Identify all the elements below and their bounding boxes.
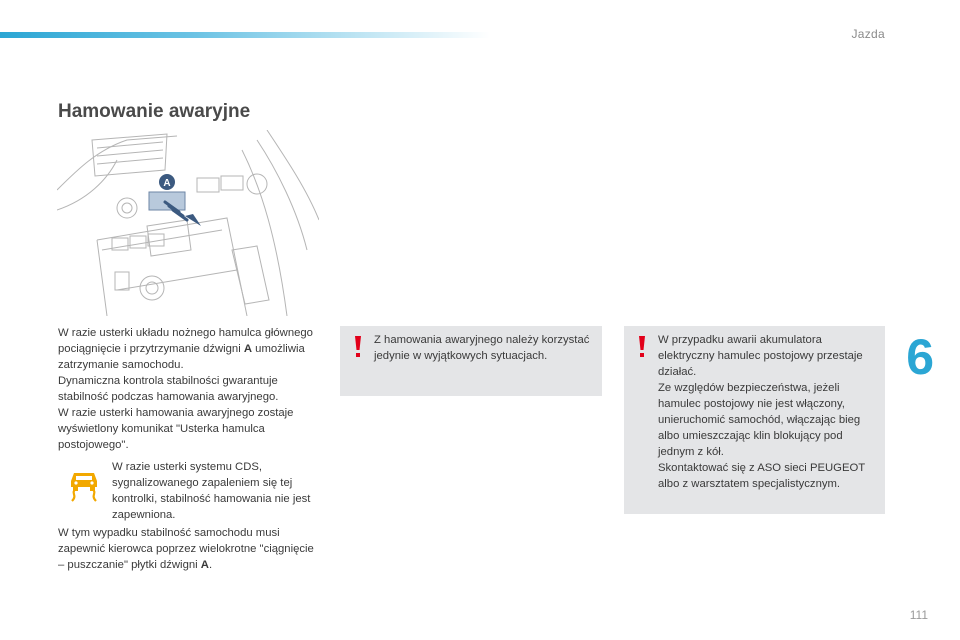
warning-note-text: Z hamowania awaryjnego należy korzystać jedynie w wyjątkowych sytuacjach. bbox=[374, 334, 590, 362]
battery-failure-text: W przypadku awarii akumulatora elektryczny hamulec postojowy przestaje działać. bbox=[658, 334, 863, 378]
intro-paragraph bbox=[58, 325, 320, 373]
cds-warning-row bbox=[58, 459, 320, 525]
fault-message-paragraph: W razie usterki hamowania awaryjnego zostaje wyświetlony komunikat "Usterka hamulca postojowego". bbox=[58, 407, 294, 451]
lever-ref-bold-2: A bbox=[200, 559, 209, 571]
immobilize-car-text: Ze względów bezpieczeństwa, jeżeli hamulec postojowy nie jest włączony, unieruchomić samochód, włączając bieg albo umieszczając klin blokujący pod jednym z kół. bbox=[658, 382, 861, 458]
lever-callout-label: A bbox=[163, 178, 171, 189]
main-text-column bbox=[58, 325, 320, 573]
page-title: Hamowanie awaryjne bbox=[58, 101, 251, 122]
page-number: 111 bbox=[909, 608, 928, 622]
driver-stability-paragraph bbox=[58, 525, 320, 573]
section-title: Jazda bbox=[851, 27, 885, 41]
cds-warning-icon bbox=[66, 467, 102, 503]
header-accent-bar bbox=[0, 32, 490, 38]
cds-warning-text: W razie usterki systemu CDS, sygnalizowanego zapaleniem się tej kontrolki, stabilność hamowania nie jest zapewniona. bbox=[112, 461, 311, 521]
exclamation-icon bbox=[636, 336, 648, 358]
intro-text-start: W razie usterki układu nożnego hamulca głównego pociągnięcie i przytrzymanie dźwigni bbox=[58, 327, 313, 355]
contact-dealer-text: Skontaktować się z ASO sieci PEUGEOT albo z warsztatem specjalistycznym. bbox=[658, 462, 865, 490]
parking-brake-illustration bbox=[57, 130, 319, 316]
driver-text-end: . bbox=[208, 559, 213, 571]
lever-ref-bold: A bbox=[243, 343, 253, 355]
warning-note-battery-failure bbox=[624, 326, 885, 514]
chapter-number: 6 bbox=[906, 329, 934, 385]
intro-text-end: umożliwia zatrzymanie samochodu. bbox=[58, 343, 305, 371]
driver-text-start: W tym wypadku stabilność samochodu musi zapewnić kierowca poprzez wielokrotne "ciągnięcie – puszczanie" płytki dźwigni bbox=[58, 527, 314, 571]
exclamation-icon bbox=[352, 336, 364, 358]
stability-paragraph: Dynamiczna kontrola stabilności gwarantuje stabilność podczas hamowania awaryjnego. bbox=[58, 375, 279, 403]
warning-note-emergency-use bbox=[340, 326, 602, 396]
